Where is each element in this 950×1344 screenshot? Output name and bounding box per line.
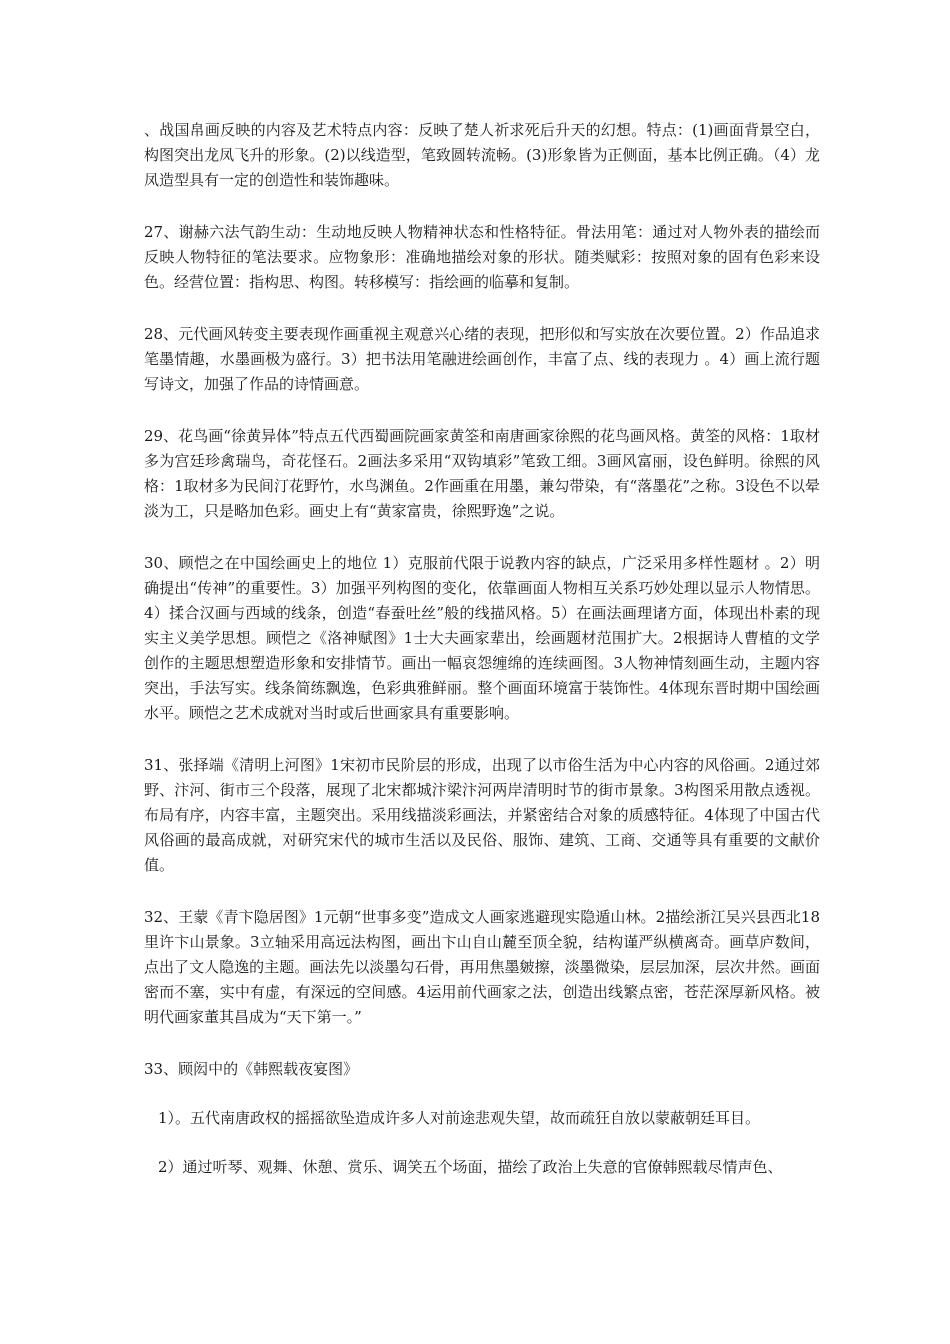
paragraph-32-wang-meng: 32、王蒙《青卞隐居图》1元朝“世事多变”造成文人画家逃避现实隐遁山林。2描绘浙江吴兴县西北18里许卞山景象。3立轴采用高远法构图，画出卞山自山麓至顶全貌，结构谨严纵横离奇。画草庐数间，点出了文人隐逸的主题。画法先以淡墨勾石骨，再用焦墨皴擦，淡墨微染，层层加深，层次井然。画面密而不塞，实中有虚，有深远的空间感。4运用前代画家之法，创造出线繁点密，苍茫深厚新风格。被明代画家董其昌成为“天下第一。”	[144, 908, 820, 1026]
paragraph-27-xie-he-six-principles: 27、谢赫六法气韵生动：生动地反映人物精神状态和性格特征。骨法用笔：通过对人物外表的描绘而反映人物特征的笔法要求。应物象形：准确地描绘对象的形状。随类赋彩：按照对象的固有色彩来设色。经营位置：指构思、构图。转移模写：指绘画的临摹和复制。	[144, 223, 820, 291]
paragraph-28-yuan-dynasty-style: 28、元代画风转变主要表现作画重视主观意兴心绪的表现，把形似和写实放在次要位置。2）作品追求笔墨情趣，水墨画极为盛行。3）把书法用笔融进绘画创作，丰富了点、线的表现力 。4）画上流行题写诗文，加强了作品的诗情画意。	[144, 325, 820, 393]
paragraph-30-gu-kaizhi: 30、顾恺之在中国绘画史上的地位 1）克服前代限于说教内容的缺点，广泛采用多样性题材 。2）明确提出“传神”的重要性。3）加强平列构图的变化，依靠画面人物相互关系巧妙处理以显示人物情思。4）揉合汉画与西域的线条，创造“春蚕吐丝”般的线描风格。5）在画法画理诸方面，体现出朴素的现实主义美学思想。顾恺之《洛神赋图》1士大夫画家辈出，绘画题材范围扩大。2根据诗人曹植的文学创作的主题思想塑造形象和安排情节。画出一幅哀怨缠绵的连续画图。3人物神情刻画生动，主题内容突出，手法写实。线条简练飘逸，色彩典雅鲜丽。整个画面环境富于装饰性。4体现东晋时期中国绘画水平。顾恺之艺术成就对当时或后世画家具有重要影响。	[144, 554, 820, 722]
document-page	[144, 118, 820, 1204]
paragraph-26-warring-states-silk-painting: 、战国帛画反映的内容及艺术特点内容：反映了楚人祈求死后升天的幻想。特点：(1)画面背景空白，构图突出龙凤飞升的形象。(2)以线造型，笔致圆转流畅。(3)形象皆为正侧面，基本比例正确。（4）龙凤造型具有一定的创造性和装饰趣味。	[144, 121, 820, 189]
section-33-item-1: 1）。五代南唐政权的摇摇欲坠造成许多人对前途悲观失望，故而疏狂自放以蒙蔽朝廷耳目。	[158, 1109, 761, 1127]
section-33-item-2: 2）通过听琴、观舞、休憩、赏乐、调笑五个场面，描绘了政治上失意的官僚韩熙载尽情声色、	[158, 1158, 783, 1176]
section-33-heading: 33、顾闳中的《韩熙载夜宴图》	[144, 1060, 359, 1078]
paragraph-29-xu-huang-styles: 29、花鸟画“徐黄异体”特点五代西蜀画院画家黄筌和南唐画家徐熙的花鸟画风格。黄筌的风格：1取材多为宫廷珍禽瑞鸟，奇花怪石。2画法多采用“双钩填彩”笔致工细。3画风富丽，设色鲜明。徐熙的风格：1取材多为民间汀花野竹，水鸟渊鱼。2作画重在用墨，兼勾带染，有“落墨花”之称。3设色不以晕淡为工，只是略加色彩。画史上有“黄家富贵，徐熙野逸”之说。	[144, 427, 820, 520]
paragraph-31-qingming-scroll: 31、张择端《清明上河图》1宋初市民阶层的形成，出现了以市俗生活为中心内容的风俗画。2通过郊野、汴河、街市三个段落，展现了北宋都城汴梁汴河两岸清明时节的街市景象。3构图采用散点透视。布局有序，内容丰富，主题突出。采用线描淡彩画法，并紧密结合对象的质感特征。4体现了中国古代风俗画的最高成就，对研究宋代的城市生活以及民俗、服饰、建筑、工商、交通等具有重要的文献价值。	[144, 756, 820, 874]
